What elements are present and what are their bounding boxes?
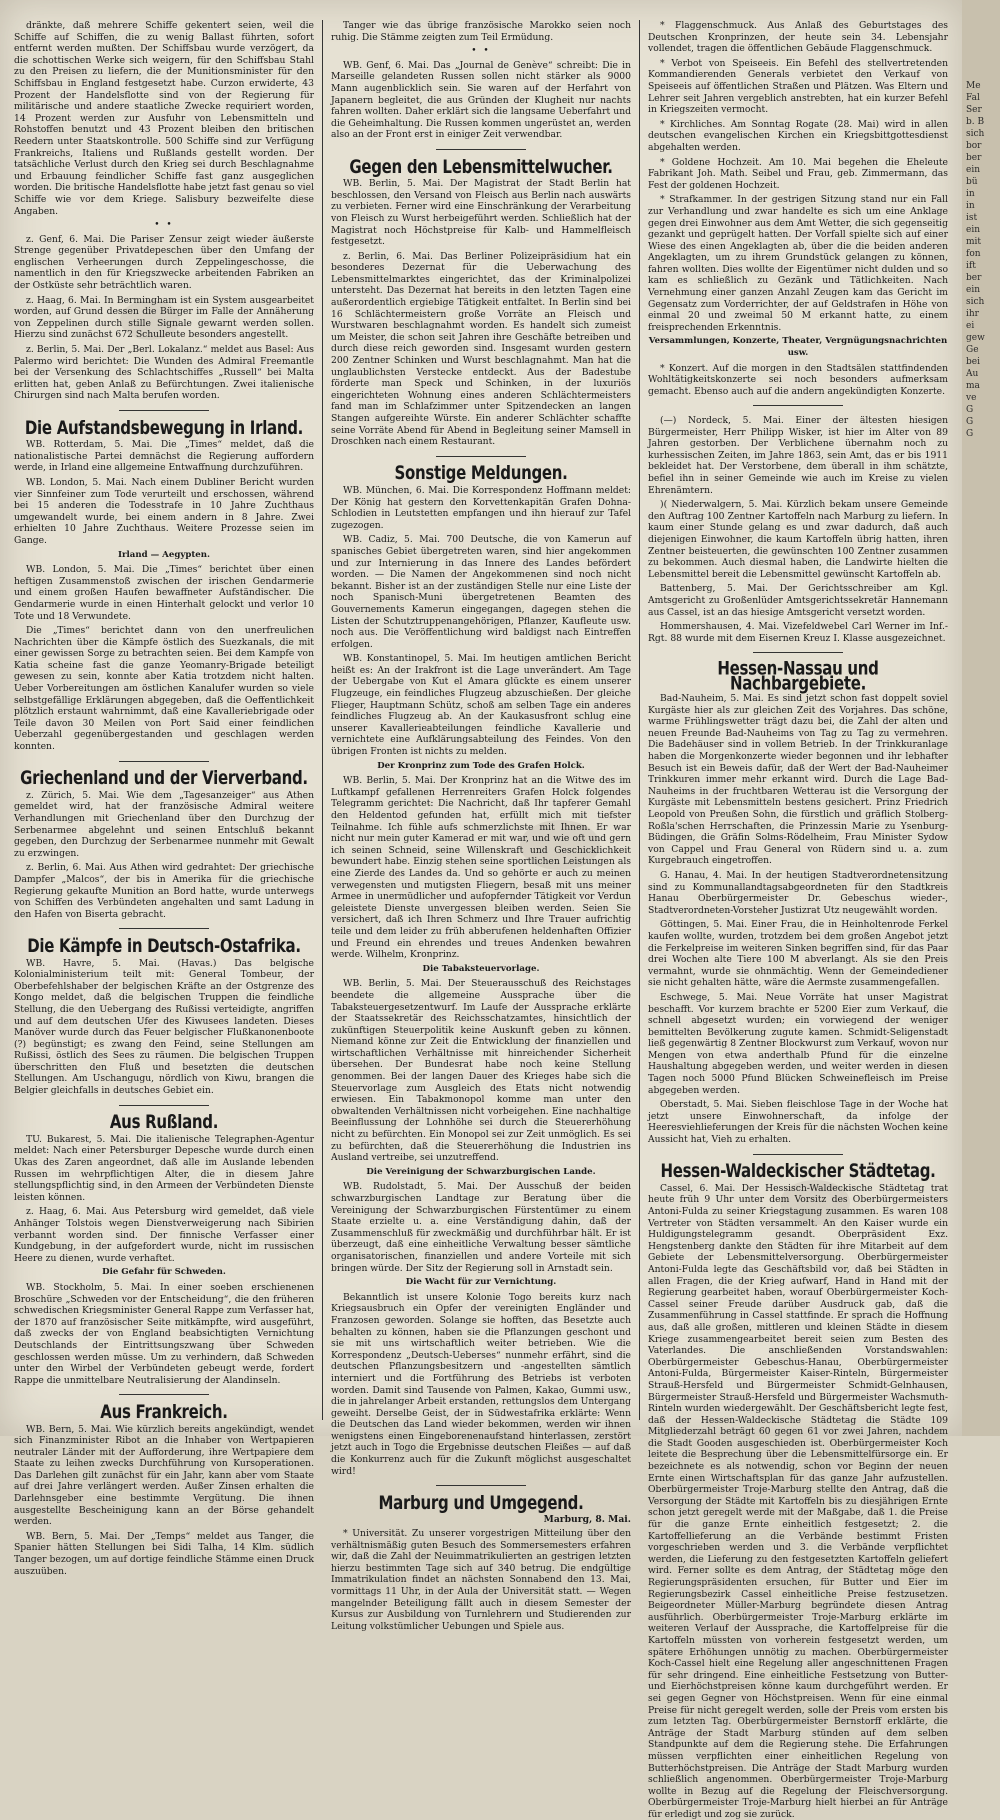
adjacent-page-edge <box>962 0 1000 1436</box>
article-paragraph: Battenberg, 5. Mai. Der Gerichtsschreiber am Kgl. Amtsgericht zu Großenlüder Amtsgerichtssekretär Hannemann aus Cassel, ist an das hiesige Amtsgericht versetzt worden. <box>648 583 948 618</box>
column-1 <box>14 20 314 1577</box>
divider <box>14 923 314 935</box>
edge-fragment: mit <box>966 237 982 247</box>
edge-fragment: sich <box>966 129 985 139</box>
article-paragraph: Cassel, 6. Mai. Der Hessisch-Waldeckische Städtetag trat heute früh 9 Uhr unter dem Vorsitz des Oberbürgermeisters Antoni-Fulda zu seiner Kriegstagung zusammen. Es waren 108 Vertreter von Städten versammelt. An den Kaiser wurde ein Huldigungstelegramm gesandt. Oberpräsident Exz. Hengstenberg dankte den Städten für ihre Mitarbeit auf dem Gebiete der Lebensmittelversorgung. Oberbürgermeister Antoni-Fulda legte das Geschäftsbild vor, daß bei Städten in allen Fragen, die der Krieg aufwarf, Hand in Hand mit der Regierung gearbeitet haben, worauf Oberbürgermeister Koch-Cassel seiner Freude darüber Ausdruck gab, daß die Zusammenführung in Cassel stattfinde. Er sprach die Hoffnung aus, daß alle großen, mittleren und kleinen Städte in diesem Kriege zusammengearbeitet bereit seien zum Besten des Vaterlandes. Die anschließenden Vorstandswahlen: Oberbürgermeister Gebeschus-Hanau, Oberbürgermeister Antoni-Fulda, Bürgermeister Kaiser-Rinteln, Bürgermeister Strauß-Hersfeld und Bürgermeister Schmidt-Gelnhausen, Bürgermeister Strauß-Hersfeld und Bürgermeister Wachsmuth-Rinteln wurden wiedergewählt. Der Geschäftsbericht legte fest, daß der Hessen-Waldeckische Städtetag die Städte 109 Mitgliederzahl beträgt 60 gegen 61 vor zwei Jahren, nachdem die Stadt Gooden ausgeschieden ist. Oberbürgermeister Koch leitete die Besprechung über die Lebensmittelfürsorge ein. Er bezeichnete es als notwendig, schon vor Beginn der neuen Ernte einen Wirtschaftsplan für das ganze Jahr aufzustellen. Oberbürgermeister Troje-Marburg stellte den Antrag, daß die Versorgung der Städte mit Kartoffeln bis zu diesjährigen Ernte schon jetzt geregelt werde mit der Maßgabe, daß 1. die Preise für die ganze Ernte einheitlich festgesetzt; 2. die Kartoffellieferung an die Verbände bestimmt Fristen vorgeschrieben werden und 3. die Verbände verpflichtet werden, die Lieferung zu den festgesetzten Kartoffeln geliefert wird. Ferner sollte es dem Antrag, der Städtetag möge den Regierungspräsidenten ersuchen, für Butter und Eier im Regierungsbezirk Cassel einheitliche Preise festzusetzen. Beigeordneter Müller-Marburg begründete diesen Antrag ausführlich. Oberbürgermeister Troje-Marburg erklärte im weiteren Verlauf der Aussprache, die Kartoffelpreise für die Kartoffeln müssten von vorherein festgesetzt werden, um spätere Erhöhungen unnötig zu machen. Oberbürgermeister Koch-Cassel hielt eine Regelung aller angeschnittenen Fragen für sehr dringend. Eine einheitliche Festsetzung von Butter- und Eierhöchstpreisen könne kaum durchgeführt werden. Er sei gegen Gegner von Höchstpreisen. Wenn für eine einmal Preise für nicht geregelt werden, solle der Preis vom ersten bis zum letzten Tag. Oberbürgermeister Bernstorff erklärte, die Anträge der Stadt Marburg stünden auf dem selben Standpunkte auf dem die Regierung stehe. Die Erfahrungen müssen verpflichten einer einheitlichen Regelung von Butterhöchstpreisen. Die Anträge der Stadt Marburg wurden schließlich angenommen. Oberbürgermeister Troje-Marburg wollte in Bezug auf die Regelung der Fleischversorgung. Oberbürgermeister Troje-Marburg hielt hierbei an für Anträge für erledigt und zog sie zurück. <box>648 1182 948 1820</box>
edge-fragment: ein <box>966 225 981 235</box>
edge-fragment: Me <box>966 81 981 91</box>
subheading: Die Vereinigung der Schwarzburgischen Lande. <box>366 1166 596 1177</box>
edge-fragment: b. B <box>966 117 985 127</box>
edge-fragment: bor <box>966 141 982 151</box>
edge-fragment: ist <box>966 213 978 223</box>
article-paragraph: * Goldene Hochzeit. Am 10. Mai begehen die Eheleute Fabrikant Joh. Math. Seibel und Frau, geb. Zimmermann, das Fest der goldenen Hochzeit. <box>648 156 948 191</box>
dateline: Marburg, 8. Mai. <box>543 1514 631 1526</box>
section-heading: Hessen-Nassau und Nachbargebiete. <box>717 656 879 694</box>
column-rule <box>322 20 323 1420</box>
article-paragraph: WB. Cadiz, 5. Mai. 700 Deutsche, die von Kamerun auf spanisches Gebiet übergetreten waren, sind hier angekommen und zur Internierung in das Innere des Landes befördert worden. — Die Namen der Angekommenen sind noch nicht bekannt. Bisher ist an der zuständigen Stelle nur eine Liste der noch Spanisch-Muni übergetretenen Beamten des Gouvernements Kamerun eingegangen, dagegen stehen die Listen der Schutztruppenangehörigen, Pflanzer, Kaufleute usw. noch aus. Die Veröffentlichung wird baldigst nach Eintreffen erfolgen. <box>331 534 631 650</box>
article-paragraph: z. Berlin, 5. Mai. Der „Berl. Lokalanz.“ meldet aus Basel: Aus Palermo wird berichtet: Die Wunden des Admiral Freemantle bei der Versenkung des Schlachtschiffes „Russell“ bei Malta erlitten hat, geben Anlaß zu Befürchtungen. Zwei italienische Chirurgen sind nach Malta berufen worden. <box>14 344 314 402</box>
divider <box>14 1389 314 1401</box>
article-paragraph: Die „Times“ berichtet dann von den unerfreulichen Nachrichten über die Kämpfe östlich des Suezkanals, die mit einer gewissen Sorge zu betrachten seien. Bei dem Kampfe von Katia scheine fast die ganze Yeomanry-Brigade beteiligt gewesen zu sein, konnte aber Katia trotzdem nicht halten. Ueber Vorbereitungen am östlichen Kanalufer wurden so viele selbstgefällige Erklärungen abgegeben, daß die Oeffentlichkeit plötzlich erstaunt wahrnimmt, daß eine Kavalleriebrigade oder Teile davon 30 Meilen von Port Said einer feindlichen Ueberzahl gegenübergestanden und geschlagen werden konnten. <box>14 625 314 753</box>
article-paragraph: * Strafkammer. In der gestrigen Sitzung stand nur ein Fall zur Verhandlung und zwar handelte es sich um eine Anklage gegen drei Einwohner aus dem Amt Wetter, die sich gegenseitig gezankt und geprügelt hatten. Der Vorfall spielte sich auf einer Wiese des einen Angeklagten ab, über die die beiden anderen Angeklagten, um zu ihrem Grundstück gelangen zu können, fahren wollten. Dies wollte der Eigentümer nicht dulden und so kam es schließlich zu Gezänk und Tätlichkeiten. Nach Vernehmung einer ganzen Anzahl Zeugen kam das Gericht im Gegensatz zum Vorderrichter, der auf Geldstrafen in Höhe von einmal 20 und zweimal 50 M erkannt hatte, zu einem freisprechenden Erkenntnis. <box>648 194 948 333</box>
subheading: Die Wacht für zur Vernichtung. <box>405 1277 557 1288</box>
edge-fragment: ve <box>966 393 977 403</box>
article-paragraph: * Konzert. Auf die morgen in den Stadtsälen stattfindenden Wohltätigkeitskonzerte sei noch besonders aufmerksam gemacht. Ebenso auch auf die andern angekündigten Konzerte. <box>648 362 948 397</box>
article-paragraph: * Verbot von Speiseeis. Ein Befehl des stellvertretenden Kommandierenden Generals verbietet den Verkauf von Speiseeis auf öffentlichen Straßen und Plätzen. Was Eltern und Lehrer seit Jahren vergeblich anstrebten, hat ein kurzer Befehl in Kriegszeiten vermocht. <box>648 57 948 116</box>
article-paragraph: z. Haag, 6. Mai. Aus Petersburg wird gemeldet, daß viele Anhänger Tolstois wegen Dienstverweigerung nach Sibirien verbannt worden sind. Der finnische Verfasser einer Kundgebung, in der aufgefordert wurde, nicht im russischen Heere zu dienen, wurde verhaftet. <box>14 1206 314 1264</box>
separator: • • <box>471 46 491 57</box>
section-heading: Marburg und Umgegend. <box>378 1491 584 1514</box>
divider <box>648 1149 948 1161</box>
edge-fragment: G <box>966 429 974 439</box>
edge-fragment: ei <box>966 321 975 331</box>
article-paragraph: * Universität. Zu unserer vorgestrigen Mitteilung über den verhältnismäßig guten Besuch des Sommersemesters erfahren wir, daß die Zahl der Neuimmatrikulierten an gestrigen letzten hierzu bestimmten Tage sich auf 340 betrug. Die endgültige Immatrikulation findet an nächsten Sonnabend den 13. Mai, vormittags 11 Uhr, in der Aula der Universität statt. — Wegen mangelnder Beteiligung fällt auch in diesem Semester der Kursus zur Ausbildung von Turnlehrern und Studierenden zur Leitung volkstümlicher Uebungen und Spiele aus. <box>331 1528 631 1632</box>
section-heading: Sonstige Meldungen. <box>394 461 568 485</box>
section-heading: Hessen-Waldeckischer Städtetag. <box>660 1159 936 1183</box>
edge-fragment: fon <box>966 249 981 259</box>
article-paragraph: * Kirchliches. Am Sonntag Rogate (28. Mai) wird in allen deutschen evangelischen Kirchen ein Kriegsbittgottesdienst abgehalten werden. <box>648 118 948 153</box>
subheading: Irland — Aegypten. <box>117 549 211 560</box>
subheading: Die Tabaksteuervorlage. <box>422 963 540 974</box>
article-paragraph: WB. Rotterdam, 5. Mai. Die „Times“ meldet, daß die nationalistische Partei demnächst die Regierung auffordern werde, in Irland eine allgemeine Entwaffnung durchzuführen. <box>14 439 314 474</box>
section-heading: Griechenland und der Vierverband. <box>20 766 308 790</box>
article-paragraph: WB. Rudolstadt, 5. Mai. Der Ausschuß der beiden schwarzburgischen Landtage zur Beratung über die Vereinigung der Schwarzburgischen Fürstentümer zu einem Staate erzielte u. a. eine Verständigung dahin, daß der Zusammenschluß für zweckmäßig und durchführbar hält. Er ist überzeugt, daß eine einheitliche Verwaltung besser sämtliche organisatorischen, finanziellen und andere Vorteile mit sich bringen würde. Der Sitz der Regierung soll in Arnstadt sein. <box>331 1181 631 1274</box>
divider <box>14 405 314 417</box>
article-paragraph: Oberstadt, 5. Mai. Sieben fleischlose Tage in der Woche hat jetzt unsere Einwohnerschaft, da infolge der Heeresviehlieferungen der Kreis für die nächsten Wochen keine Aussicht hat, Vieh zu erhalten. <box>648 1099 948 1146</box>
subheading: Versammlungen, Konzerte, Theater, Vergnügungsnachrichten usw. <box>648 336 948 359</box>
subheading: Die Gefahr für Schweden. <box>102 1267 226 1278</box>
article-paragraph: z. Genf, 6. Mai. Die Pariser Zensur zeigt wieder äußerste Strenge gegenüber Privatdepeschen über den Umfang der englischen Verheerungen durch Zeppelingeschosse, die namentlich in den für Kriegszwecke arbeitenden Fabriken an der Ostküste sehr beträchtlich waren. <box>14 233 314 292</box>
edge-fragment: ber <box>966 273 982 283</box>
edge-fragment: ma <box>966 381 980 391</box>
section-heading: Die Kämpfe in Deutsch-Ostafrika. <box>27 934 301 957</box>
article-paragraph: TU. Bukarest, 5. Mai. Die italienische Telegraphen-Agentur meldet: Nach einer Petersburger Depesche wurde durch einen Ukas des Zaren angeordnet, daß alle im Auslande lebenden Russen im wehrpflichtigen Alter, die in diesem Jahre stellungspflichtig sind, in den Armeen der Verbündeten Dienste leisten können. <box>14 1133 314 1203</box>
edge-fragment: in <box>966 201 975 211</box>
edge-fragment: ein <box>966 285 981 295</box>
article-paragraph: Tanger wie das übrige französische Marokko seien noch ruhig. Die Stämme zeigten zum Teil Ermüdung. <box>331 20 631 43</box>
separator: • • <box>154 220 174 231</box>
article-paragraph: z. Haag, 6. Mai. In Bermingham ist ein System ausgearbeitet worden, auf Grund dessen die Bürger im Falle der Annäherung von Zeppelinen durch stille Signale gewarnt werden sollen. Hierzu sind zunächst 672 Schulleute besonders angestellt. <box>14 294 314 341</box>
divider <box>14 756 314 768</box>
article-paragraph: WB. London, 5. Mai. Die „Times“ berichtet über einen heftigen Zusammenstoß zwischen der irischen Gendarmerie und einem großen Haufen bewaffneter Aufständischer. Die Gendarmerie wurde in einen Hinterhalt gelockt und verlor 10 Tote und 18 Verwundete. <box>14 564 314 622</box>
article-paragraph: WB. Berlin, 5. Mai. Der Magistrat der Stadt Berlin hat beschlossen, den Versand von Fleisch aus Berlin nach auswärts zu verbieten. Ferner wird eine Einschränkung der Verarbeitung von Fleisch zu Wurst herbeigeführt werden. Schließlich hat der Magistrat noch Höchstpreise für Kalb- und Hammelfleisch festgesetzt. <box>331 178 631 248</box>
article-paragraph: z. Zürich, 5. Mai. Wie dem „Tagesanzeiger“ aus Athen gemeldet wird, hat der französische Admiral weitere Verhandlungen mit Griechenland über den Durchzug der Serbenarmee abgelehnt und seinen Entschluß bekannt gegeben, den Durchzug der Serbenarmee nunmehr mit Gewalt zu erzwingen. <box>14 789 314 859</box>
divider <box>331 144 631 156</box>
article-paragraph: )( Niederwalgern, 5. Mai. Kürzlich bekam unsere Gemeinde den Auftrag 100 Zentner Kartoffeln nach Marburg zu liefern. In kaum einer Stunde gelang es und zwar dadurch, daß auch diejenigen Einwohner, die kaum Kartoffeln übrig hatten, ihren Zentner beisteuerten, die gewünschten 100 Zentner zusammen zu bekommen. Auch diesmal haben, die Landwirte hielten die Lebensmittel bereit die Lebensmittel gewünscht Kartoffeln ab. <box>648 499 948 580</box>
article-paragraph: WB. Genf, 6. Mai. Das „Journal de Genève“ schreibt: Die in Marseille gelandeten Russen sollen nicht stärker als 9000 Mann augenblicklich sein. Sie waren auf der Herfahrt von Japanern begleitet, die aus Gründen der Klugheit nur nachts fahren wollten. Daher erklärt sich die langsame Ueberfahrt und die Geheimhaltung. Die Russen kommen ungerüstet an, werden also an der Front erst in einiger Zeit verwendbar. <box>331 59 631 141</box>
article-paragraph: WB. Bern, 5. Mai. Der „Temps“ meldet aus Tanger, die Spanier hätten Stellungen bei Sidi Talha, 14 Klm. südlich Tanger bezogen, um auf dortige feindliche Stämme einen Druck auszuüben. <box>14 1530 314 1577</box>
column-2 <box>331 20 631 1632</box>
article-paragraph: WB. Konstantinopel, 5. Mai. Im heutigen amtlichen Bericht heißt es: An der Irakfront ist die Lage unverändert. Am Tage der Uebergabe von Kut el Amara glückte es einem unserer Flugzeuge, ein feindliches Flugzeug abzuschießen. Der gleiche Flieger, Hauptmann Schütz, schoß am selben Tage ein anderes feindliches Flugzeug ab. An der Kaukasusfront schlug eine unserer Kavallerieabteilungen feindliche Kavallerie und vernichtete eine Aufklärungsabteilung des Feindes. Von den übrigen Fronten ist nichts zu melden. <box>331 653 631 758</box>
edge-fragment: gew <box>966 333 985 343</box>
article-paragraph: WB. Berlin, 5. Mai. Der Kronprinz hat an die Witwe des im Luftkampf gefallenen Herrenreiters Grafen Holck folgendes Telegramm gerichtet: Die Nachricht, daß Ihr tapferer Gemahl den Heldentod gefunden hat, erfüllt mich mit tiefster Teilnahme. Ich fühle aufs schmerzlichste mit Ihnen. Er war nicht nur mein guter Kamerad er mit war, und wie oft und gern ich seinen Schneid, seine Willenskraft und Geschicklichkeit bewundert habe. Einzig stehen seine sportlichen Leistungen als eine Zierde des Landes da. Und so gehörte er auch zu meinen verwegensten und mutigsten Fliegern, besaß mit uns meiner Armee in unermüdlicher und aufopfernder Tätigkeit vor Verdun geleistete Dienste unvergessen bleiben werden. Seien Sie versichert, daß ich Ihren Schmerz und Ihre Trauer aufrichtig teile und dem leider zu früh abberufenen heldenhaften Offizier und Freund ein ehrendes und treues Andenken bewahren werde. Wilhelm, Kronprinz. <box>331 775 631 961</box>
article-paragraph: z. Berlin, 6. Mai. Das Berliner Polizeipräsidium hat ein besonderes Dezernat für die Ueberwachung des Lebensmittelmarktes eingerichtet, das der Kriminalpolizei untersteht. Das Dezernat hat bereits in den letzten Tagen eine außerordentlich ergiebige Tätigkeit entfaltet. In Berlin sind bei 16 Schlächtermeistern große Vorräte an Fleisch und Wurstwaren beschlagnahmt worden. Es handelt sich zumeist um Meister, die schon seit Jahren ihre Geschäfte betreiben und durch diese reich geworden sind. Insgesamt wurden gestern 200 Zentner Schinken und Wurst beschlagnahmt. Man hat die unglaublichsten Verstecke entdeckt. Aus der Badestube förderte man Speck und Schinken, in der luxuriös eingerichteten Wohnung eines anderen Schlächtermeisters fand man im Schlafzimmer unter Spitzendecken an langen Stangen aufgereihte Würste. Ein anderer Schlächter schaffte seine Vorräte Abend für Abend in Begleitung seiner Mamsell in Droschken nach einem Restaurant. <box>331 250 631 448</box>
article-paragraph: z. Berlin, 6. Mai. Aus Athen wird gedrahtet: Der griechische Dampfer „Malcos“, der bis in Amerika für die griechische Regierung gekaufte Munition an Bord hatte, wurde unterwegs von Schiffen des Verbündeten angehalten und samt Ladung in den Hafen von Biserta gebracht. <box>14 862 314 920</box>
article-paragraph: G. Hanau, 4. Mai. In der heutigen Stadtverordnetensitzung sind zu Kommunallandtagsabgeordneten für den Stadtkreis Hanau Oberbürgermeister Dr. Gebeschus wieder-, Stadtverordneten-Vorsteher Justizrat Utz neugewählt worden. <box>648 869 948 916</box>
edge-fragment: in <box>966 189 975 199</box>
section-heading: Aus Rußland. <box>109 1110 219 1134</box>
article-paragraph: WB. Berlin, 5. Mai. Der Steuerausschuß des Reichstages beendete die allgemeine Aussprache über die Tabaksteuergesetzentwurf. Im Laufe der Aussprache erklärte der Staatssekretär des Reichsschatzamtes, hinsichtlich der zukünftigen Steuerpolitik keine Auskunft geben zu können. Niemand könne zur Zeit die Entwicklung der finanziellen und wirtschaftlichen Verhältnisse mit hinreichender Sicherheit übersehen. Der Bundesrat habe noch keine Stellung genommen. Bei der langen Dauer des Krieges habe sich die Steuervorlage zum Ausgleich des Etats nicht notwendig erwiesen. Ein Tabakmonopol komme man unter den obwaltenden Verhältnissen nicht vorbeigehen. Eine nachhaltige Beeinflussung der Lohnhöhe sei durch die Steuererhöhung nicht zu befürchten. Ein Monopol sei zur Zeit unmöglich. Es sei zu befürchten, daß die Steuererhöhung die Industrien ins Ausland vertreibe, sei unzutreffend. <box>331 978 631 1164</box>
article-paragraph: WB. Havre, 5. Mai. (Havas.) Das belgische Kolonialministerium teilt mit: General Tombeur, der Oberbefehlshaber der belgischen Kräfte an der Ostgrenze des Kongo meldet, daß die belgischen Truppen die feindliche Stellung, die den Uebergang des Rußissi verteidigte, angriffen und auf dem deutschen Ufer des Kiwusees landeten. Dieses Manöver wurde durch das Feuer belgischer Flußkanonenboote (?) begünstigt; es zwang den Feind, seine Stellungen am Rußissi, östlich des Sees zu räumen. Die belgischen Truppen überschritten den Fluß und besetzten die deutschen Stellungen. Am Uschangugu, nördlich von Kiwu, brangen die Belgier gleichfalls in deutsches Gebiet ein. <box>14 957 314 1097</box>
edge-fragment: G <box>966 405 974 415</box>
edge-fragment: ein <box>966 165 981 175</box>
article-paragraph: WB. München, 6. Mai. Die Korrespondenz Hoffmann meldet: Der König hat gestern den Korvettenkapitän Grafen Dohna-Schlodien in Leutstetten empfangen und ihn hierauf zur Tafel zugezogen. <box>331 484 631 531</box>
article-paragraph: Bad-Nauheim, 5. Mai. Es sind jetzt schon fast doppelt soviel Kurgäste hier als zur gleichen Zeit des Vorjahres. Das schöne, warme Frühlingswetter trägt dazu bei, die Zahl der alten und neuen Freunde Bad-Nauheims von Tag zu Tag zu vermehren. Die Badehäuser sind in vollem Betrieb. In der Trinkkuranlage haben die Morgenkonzerte wieder begonnen und ihr lebhafter Besuch ist ein Beweis dafür, daß der Wert der Bad-Nauheimer Trinkkuren immer mehr erkannt wird. Durch die Lage Bad-Nauheims in der fruchtbaren Wetterau ist die Versorgung der Kurgäste mit Lebensmitteln bestens gesichert. Prinz Friedrich Leopold von Preußen Sohn, die fürstlich und gräflich Stolberg-Roßla'schen Herrschaften, die Prinzessin Marie zu Ysenburg-Büdingen, die Gräfin Solms-Rödelheim, Frau Minister Sydow von Cappel und Frau General von Rüdern sind u. a. zum Kurgebrauch eingetroffen. <box>648 693 948 867</box>
divider <box>648 400 948 412</box>
article-paragraph: WB. London, 5. Mai. Nach einem Dubliner Bericht wurden vier Sinnfeiner zum Tode verurteilt und erschossen, während bei 15 anderen die Todesstrafe in 10 Jahre Zuchthaus umgewandelt wurde, bei einem andern in 8 Jahre. Zwei erhielten 10 Jahre Zuchthaus. Weitere Prozesse seien im Gange. <box>14 476 314 546</box>
edge-fragment: bü <box>966 177 978 187</box>
article-paragraph: WB. Stockholm, 5. Mai. In einer soeben erschienenen Broschüre „Schweden vor der Entscheidung“, die den früheren schwedischen Kriegsminister General Rappe zum Verfasser hat, der 1870 auf französischer Seite mitkämpfte, wird ausgeführt, daß zwecks der von England beabsichtigten Vernichtung Deutschlands der Eintrittsungszwang über Schweden geschlossen werden müsse. Um zu verhindern, daß Schweden unter den Wirbel der Verbündeten gebeugt werde, fordert Rappe die unmittelbare Neutralisierung der Alandinseln. <box>14 1281 314 1386</box>
edge-fragment: sich <box>966 297 985 307</box>
section-heading: Aus Frankreich. <box>100 1400 228 1423</box>
edge-fragment: G <box>966 417 974 427</box>
section-heading: Gegen den Lebensmittelwucher. <box>349 155 613 178</box>
edge-fragment: ber <box>966 153 982 163</box>
divider <box>14 1100 314 1112</box>
article-paragraph: Göttingen, 5. Mai. Einer Frau, die in Heinholtenrode Ferkel kaufen wollte, wurden, trotzdem bei dem großen Angebot jetzt die Ferkelpreise im weiteren Sinken begriffen sind, für das Paar drei Wochen alte Tiere 100 M abverlangt. Als sie den Preis vermahnt, wurde sie ohnmächtig. Wenn der Gemeindediener sie nicht gehalten hätte, wäre die Aermste zusammengefallen. <box>648 919 948 989</box>
edge-fragment: Ser <box>966 105 982 115</box>
article-paragraph: Bekanntlich ist unsere Kolonie Togo bereits kurz nach Kriegsausbruch ein Opfer der vereinigten Engländer und Franzosen geworden. Solange sie hofften, das Besetzte auch behalten zu können, haben sie die Pflanzungen geschont und sie mit uns wirtschaftlich weiter betrieben. Wie die Korrespondenz „Deutsch-Ueberses“ nunmehr erfährt, sind die deutschen Pflanzungsbesitzern und -angestellten sämtlich interniert und die Fortführung des Betriebs ist verboten worden. Damit sind Tausende von Palmen, Kakao, Gummi usw., die in jahrelanger Arbeit erstanden, rettungslos dem Untergang geweiht. Derselbe Geist, der in Südwestafrika erklärte: Wenn die Deutschen das Land wieder bekommen, werden wir ihnen wenigstens einen Eingeborenenaufstand hinterlassen, zerstört jetzt auch in Togo die Ergebnisse deutschen Fleißes — auf daß die Konkurrenz auch für die Zukunft möglichst ausgeschaltet wird! <box>331 1291 631 1477</box>
subheading: Der Kronprinz zum Tode des Grafen Holck. <box>377 760 585 771</box>
edge-fragment: ihr <box>966 309 979 319</box>
section-heading: Die Aufstandsbewegung in Irland. <box>24 416 304 439</box>
column-rule <box>639 20 640 1420</box>
edge-fragment: Ge <box>966 345 979 355</box>
article-paragraph: * Flaggenschmuck. Aus Anlaß des Geburtstages des Deutschen Kronprinzen, der heute sein 34. Lebensjahr vollendet, tragen die öffentlichen Gebäude Flaggenschmuck. <box>648 20 948 55</box>
article-paragraph: (—) Nordeck, 5. Mai. Einer der ältesten hiesigen Bürgermeister, Herr Philipp Wisker, ist hier im Alter von 89 Jahren gestorben. Der Verblichene übernahm noch zu kurhessischen Zeiten, im Jahre 1863, sein Amt, das er bis 1911 bekleidet hat. Der Verstorbene, dem überall in ihm schätzte, befiel ihn in seiner Gemeinde wie auch im Kreise zu vielen Ehrenämtern. <box>648 415 948 496</box>
article-paragraph: WB. Bern, 5. Mai. Wie kürzlich bereits angekündigt, wendet sich Finanzminister Ribot an die Inhaber von Wertpapieren neutraler Länder mit der Aufforderung, ihre Wertpapiere dem Staate zu leihen zwecks Durchführung von Kursoperationen. Das Darlehen gilt zunächst für ein Jahr, kann aber vom Staate auf drei Jahre verlängert werden. Außer Zinsen erhalten die Darlehnsgeber eine bestimmte Vergütung. Die ihnen ausgestellte Bescheinigung kann an der Börse gehandelt werden. <box>14 1423 314 1528</box>
edge-fragment: bei <box>966 357 980 367</box>
edge-fragment: ift <box>966 261 976 271</box>
column-3 <box>648 20 948 1820</box>
edge-fragment: Au <box>966 369 979 379</box>
divider <box>331 1480 631 1492</box>
article-paragraph: Eschwege, 5. Mai. Neue Vorräte hat unser Magistrat beschafft. Vor kurzem brachte er 5200 Eier zum Verkauf, die schnell abgesetzt wurden; ein vorwiegend der weniger bemittelten Bevölkerung zugute kamen. Schmidt-Seligenstadt ließ gegenwärtig 8 Zentner Blockwurst zum Verkauf, wovon nur Mengen von etwa anderthalb Pfund für die einzelne Haushaltung abgegeben werden, und weiter werden in diesen Tagen noch 5000 Pfund Blücken Schweinefleisch im Preise abgegeben werden. <box>648 991 948 1096</box>
article-paragraph: Hommershausen, 4. Mai. Vizefeldwebel Carl Werner im Inf.-Rgt. 88 wurde mit dem Eisernen Kreuz I. Klasse ausgezeichnet. <box>648 621 948 644</box>
edge-fragment: Fal <box>966 93 980 103</box>
article-paragraph: dränkte, daß mehrere Schiffe gekentert seien, weil die Schiffe auf Schiffen, die zu wenig Ballast führten, sofort entfernt werden mußten. Der Schiffsbau wurde verzögert, da die schottischen Werke sich weigern, für den Schiffsbau Stahl zu den Preisen zu liefern, die der Munitionsminister für den Schiffsbau in England festgesetzt habe. Curzon erwiderte, 43 Prozent der Handelsflotte sind von der Regierung für militärische und andere staatliche Zwecke requiriert worden, 14 Prozent werden zur Ausfuhr von Lebensmitteln und Rohstoffen benutzt und 43 Prozent bleiben den britischen Reedern unter Staatskontrolle. 500 Schiffe sind zur Verfügung Frankreichs, Italiens und Rußlands gestellt worden. Der tatsächliche Verlust durch den Krieg sei durch Beschlagnahme und Erbauung feindlicher Schiffe fast ganz ausgeglichen worden. Die britische Handelsflotte habe jetzt fast genau so viel Schiffe wie vor dem Kriege. Salisbury bezweifelte diese Angaben. <box>14 20 314 217</box>
